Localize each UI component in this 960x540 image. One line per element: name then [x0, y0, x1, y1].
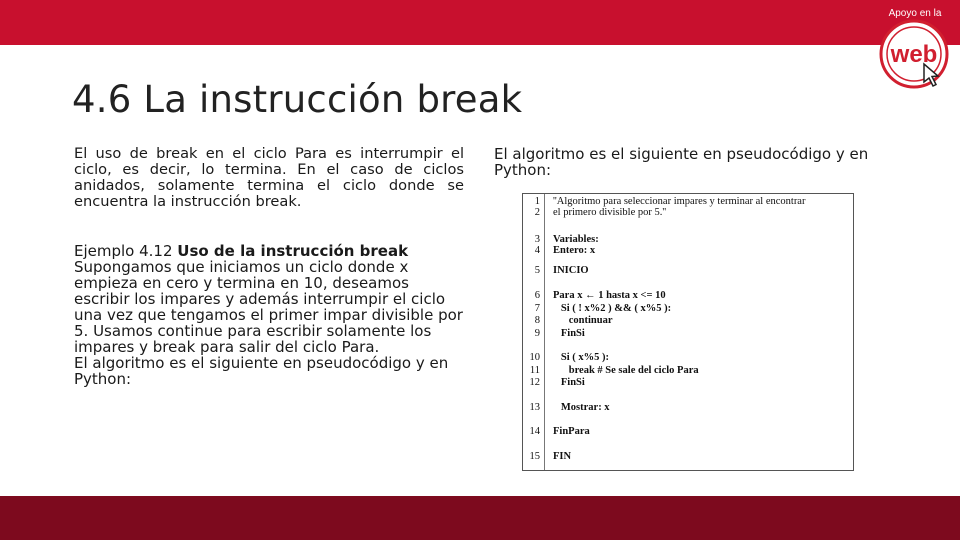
svg-text:web: web [890, 41, 938, 68]
code-line [523, 290, 853, 302]
left-column [74, 146, 464, 387]
code-line [523, 451, 853, 463]
code-text: Si ( x%5 ): [553, 352, 609, 363]
line-number: 2 [534, 207, 540, 218]
code-line [523, 207, 853, 219]
pseudocode-listing [522, 193, 854, 471]
code-text: continuar [553, 315, 613, 326]
line-number: 15 [529, 451, 540, 462]
code-text: Mostrar: x [553, 402, 610, 413]
line-number: 9 [534, 328, 540, 339]
code-text: INICIO [553, 265, 589, 276]
code-line [523, 352, 853, 364]
code-line [523, 265, 853, 277]
line-number: 11 [529, 365, 540, 376]
slide-title: 4.6 La instrucción break [72, 78, 523, 121]
example-body: Supongamos que iniciamos un ciclo donde x empieza en cero y termina en 10, deseamos escribir los impares y además interrumpir el ciclo una vez que tengamos el primer impar divisible por 5. Usamos continue para escribir solamente los impares y break para salir del ciclo Para. [74, 258, 463, 356]
code-line [523, 328, 853, 340]
code-text: FinSi [553, 377, 585, 388]
code-text: Variables: [553, 234, 599, 245]
code-text: FIN [553, 451, 572, 462]
code-text: FinSi [553, 328, 585, 339]
intro-paragraph: El uso de break en el ciclo Para es interrumpir el ciclo, es decir, lo termina. En el caso de ciclos anidados, solamente termina el ciclo donde se encuentra la instrucción break. [74, 145, 464, 210]
line-number: 1 [534, 196, 540, 207]
line-number: 6 [534, 290, 540, 301]
code-line [523, 245, 853, 257]
line-number: 8 [534, 315, 540, 326]
code-line [523, 377, 853, 389]
code-line [523, 402, 853, 414]
top-banner [0, 0, 960, 45]
example-title: Uso de la instrucción break [177, 242, 409, 260]
right-column [494, 146, 884, 178]
line-number: 4 [534, 245, 540, 256]
line-number: 5 [534, 265, 540, 276]
line-number: 7 [534, 303, 540, 314]
code-line [523, 365, 853, 377]
code-text: ''Algoritmo para seleccionar impares y terminar al encontrar [553, 196, 806, 207]
logo-caption: Apoyo en la [888, 8, 942, 19]
code-text: Para x ← 1 hasta x <= 10 [553, 290, 666, 301]
left-closing: El algoritmo es el siguiente en pseudocódigo y en Python: [74, 354, 449, 388]
line-number: 3 [534, 234, 540, 245]
line-number: 10 [529, 352, 540, 363]
line-number: 13 [529, 402, 540, 413]
apoyo-web-logo [872, 4, 958, 96]
line-number: 12 [529, 377, 540, 388]
right-intro: El algoritmo es el siguiente en pseudocódigo y en Python: [494, 145, 869, 179]
code-line [523, 315, 853, 327]
example-heading: Ejemplo 4.12 Uso de la instrucción break [74, 242, 409, 260]
line-number: 14 [529, 426, 540, 437]
code-text: FinPara [553, 426, 590, 437]
code-text: Si ( ! x%2 ) && ( x%5 ): [553, 303, 672, 314]
code-line [523, 303, 853, 315]
code-text: Entero: x [553, 245, 596, 256]
bottom-banner [0, 496, 960, 540]
code-line [523, 426, 853, 438]
code-text: el primero divisible por 5.'' [553, 207, 667, 218]
code-text: break # Se sale del ciclo Para [553, 365, 699, 376]
